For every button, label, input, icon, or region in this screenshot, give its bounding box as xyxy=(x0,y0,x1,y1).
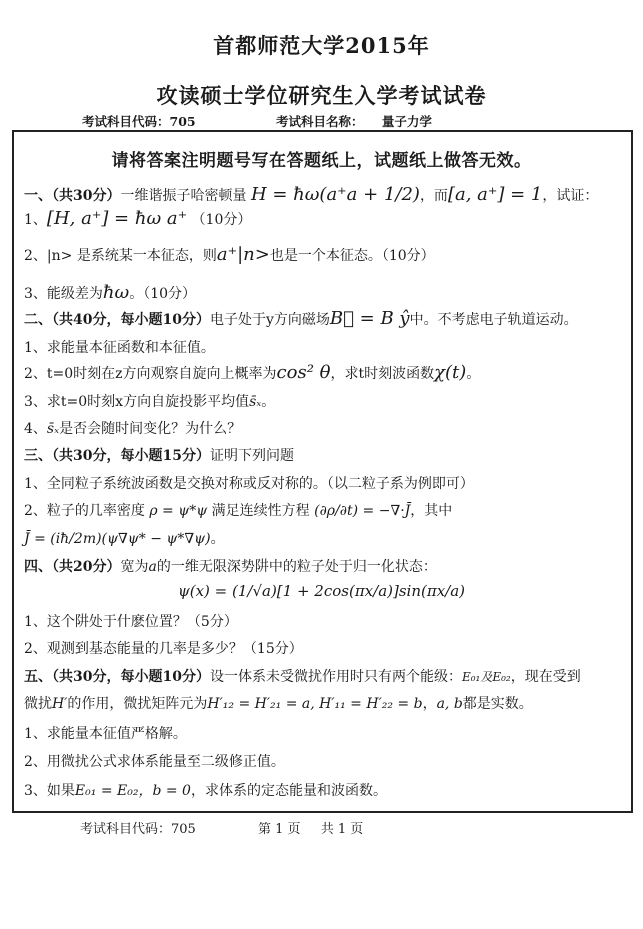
q2-text: 电子处于y方向磁场 xyxy=(209,312,330,328)
q5-intro xyxy=(24,666,581,686)
q1-text3: ，试证： xyxy=(542,188,599,204)
q4-sub1: 1、这个阱处于什麽位置？（5分） xyxy=(24,614,238,630)
q2-s3-formula: s̄ₓ xyxy=(249,394,262,410)
q3-s2-d: 。 xyxy=(210,531,225,547)
q5-text-d: 的作用，微扰矩阵元为 xyxy=(67,696,208,712)
q4-text-b: 的一维无限深势阱中的粒子处于归一化状态： xyxy=(156,559,437,575)
q1-sub3 xyxy=(24,282,196,303)
q5-heading: 五、（共30分，每小题10分） xyxy=(24,669,210,685)
q2-field-formula: B⃗ = B ŷ xyxy=(329,308,410,329)
q1-s3-score: 。（10分） xyxy=(129,286,197,302)
q1-s1-num: 1、 xyxy=(24,212,47,228)
q3-current-formula: J̄ = (iħ/2m)(ψ∇ψ* − ψ*∇ψ) xyxy=(24,531,211,547)
subject-name-line xyxy=(276,112,432,130)
q1-s3-formula: ħω xyxy=(102,282,130,303)
q2-s3-a: 3、求t=0时刻x方向自旋投影平均值 xyxy=(24,394,250,410)
subject-name-value: 量子力学 xyxy=(381,114,432,129)
q2-sub1: 1、求能量本征函数和本征值。 xyxy=(24,340,215,356)
q3-s2-c: ，其中 xyxy=(410,503,453,519)
q2-heading: 二、（共40分，每小题10分） xyxy=(24,312,210,328)
q5-text-c: 微扰 xyxy=(24,696,52,712)
q4-var-a: a xyxy=(148,559,157,575)
q3-intro xyxy=(24,445,294,465)
q2-sub3 xyxy=(24,391,275,411)
subject-name-label: 考试科目名称： xyxy=(276,114,364,129)
q1-sub1 xyxy=(24,208,251,229)
q4-text-a: 宽为 xyxy=(120,559,149,575)
q5-text-b: ，现在受到 xyxy=(510,669,581,685)
q1-s2-a: |n> 是系统某一本征态，则 xyxy=(46,248,217,264)
q1-s2-num: 2、 xyxy=(24,248,47,264)
q1-text1: 一维谐振子哈密顿量 xyxy=(120,188,247,204)
q2-text2: 中。不考虑电子轨道运动。 xyxy=(409,312,578,328)
q5-s3-a: 3、如果 xyxy=(24,783,75,799)
footer-subject-code: 考试科目代码：705 xyxy=(80,822,196,837)
q1-text2: ，而 xyxy=(419,188,448,204)
q1-intro xyxy=(24,184,598,205)
q1-s2-c: 也是一个本征态。（10分） xyxy=(269,248,435,264)
q3-s2-b: 满足连续性方程 xyxy=(211,503,310,519)
footer-page-total: 共 1 页 xyxy=(320,822,364,837)
q3-s2-a: 2、粒子的几率密度 xyxy=(24,503,145,519)
subject-code: 考试科目代码：705 xyxy=(82,114,196,129)
exam-title: 攻读硕士学位研究生入学考试试卷 xyxy=(156,83,487,108)
q5-matrix-elements: H′₁₂ = H′₂₁ = a, H′₁₁ = H′₂₂ = b xyxy=(207,696,423,712)
q3-continuity-formula: (∂ρ/∂t) = −∇·J̄ xyxy=(314,503,411,519)
q4-sub2: 2、观测到基态能量的几率是多少？（15分） xyxy=(24,641,303,657)
q2-intro xyxy=(24,308,578,329)
q5-text-e: ， xyxy=(422,696,437,712)
q1-hamiltonian: H = ħω(a⁺a + 1/2) xyxy=(250,184,420,205)
q4-intro xyxy=(24,556,437,576)
q5-s3-formula: E₀₁ = E₀₂，b = 0 xyxy=(74,783,191,799)
q2-s4-a: 4、 xyxy=(24,421,47,437)
q3-text: 证明下列问题 xyxy=(209,448,294,464)
q1-s1-score: （10分） xyxy=(191,212,252,228)
q2-s4-formula: s̄ₓ xyxy=(46,421,60,437)
q5-text-a: 设一体系未受微扰作用时只有两个能级： xyxy=(209,669,462,685)
q3-sub2 xyxy=(24,500,452,520)
q4-heading: 四、（共20分） xyxy=(24,559,121,575)
q3-current-line xyxy=(24,528,225,548)
q5-sub2: 2、用微扰公式求体系能量至二级修正值。 xyxy=(24,754,285,770)
q2-sub2 xyxy=(24,362,480,383)
q2-s3-b: 。 xyxy=(261,394,276,410)
q5-s3-b: ，求体系的定态能量和波函数。 xyxy=(190,783,387,799)
q3-sub1: 1、全同粒子系统波函数是交换对称或反对称的。（以二粒子系为例即可） xyxy=(24,476,474,492)
q2-s2-formula2: χ(t) xyxy=(434,362,467,383)
q5-text-f: 都是实数。 xyxy=(462,696,533,712)
q2-s2-formula: cos² θ xyxy=(276,362,331,383)
footer-page-number: 第 1 页 xyxy=(258,822,301,837)
q2-s4-b: 是否会随时间变化？为什么？ xyxy=(59,421,242,437)
q5-levels: E₀₁及E₀₂ xyxy=(461,670,511,684)
q3-density-formula: ρ = ψ*ψ xyxy=(149,503,208,519)
q2-s2-c: 。 xyxy=(466,366,481,382)
q2-s2-a: 2、t=0时刻在z方向观察自旋向上概率为 xyxy=(24,366,277,382)
answer-notice: 请将答案注明题号写在答题纸上，试题纸上做答无效。 xyxy=(111,151,532,171)
q5-h-prime: H′ xyxy=(52,696,68,712)
q3-heading: 三、（共30分，每小题15分） xyxy=(24,448,210,464)
q2-s2-b: ，求t时刻波函数 xyxy=(330,366,435,382)
q1-heading: 一、（共30分） xyxy=(24,188,121,204)
q1-s3-text: 能级差为 xyxy=(46,286,103,302)
q5-vars: a, b xyxy=(436,696,463,712)
q1-s3-num: 3、 xyxy=(24,286,47,302)
q1-sub2 xyxy=(24,244,435,265)
q5-sub3 xyxy=(24,780,387,800)
q2-sub4 xyxy=(24,418,241,438)
footer-pagination xyxy=(258,818,379,837)
university-title: 首都师范大学2015年 xyxy=(213,33,430,58)
q1-s1-formula: [H, a⁺] = ħω a⁺ xyxy=(46,208,188,229)
q4-wavefunction: ψ(x) = (1/√a)[1 + 2cos(πx/a)]sin(πx/a) xyxy=(177,582,466,600)
q1-s2-formula: a⁺|n> xyxy=(216,244,270,265)
q1-commutator: [a, a⁺] = 1 xyxy=(447,184,543,205)
q5-perturbation-line xyxy=(24,693,533,713)
q5-sub1: 1、求能量本征值严格解。 xyxy=(24,726,187,742)
